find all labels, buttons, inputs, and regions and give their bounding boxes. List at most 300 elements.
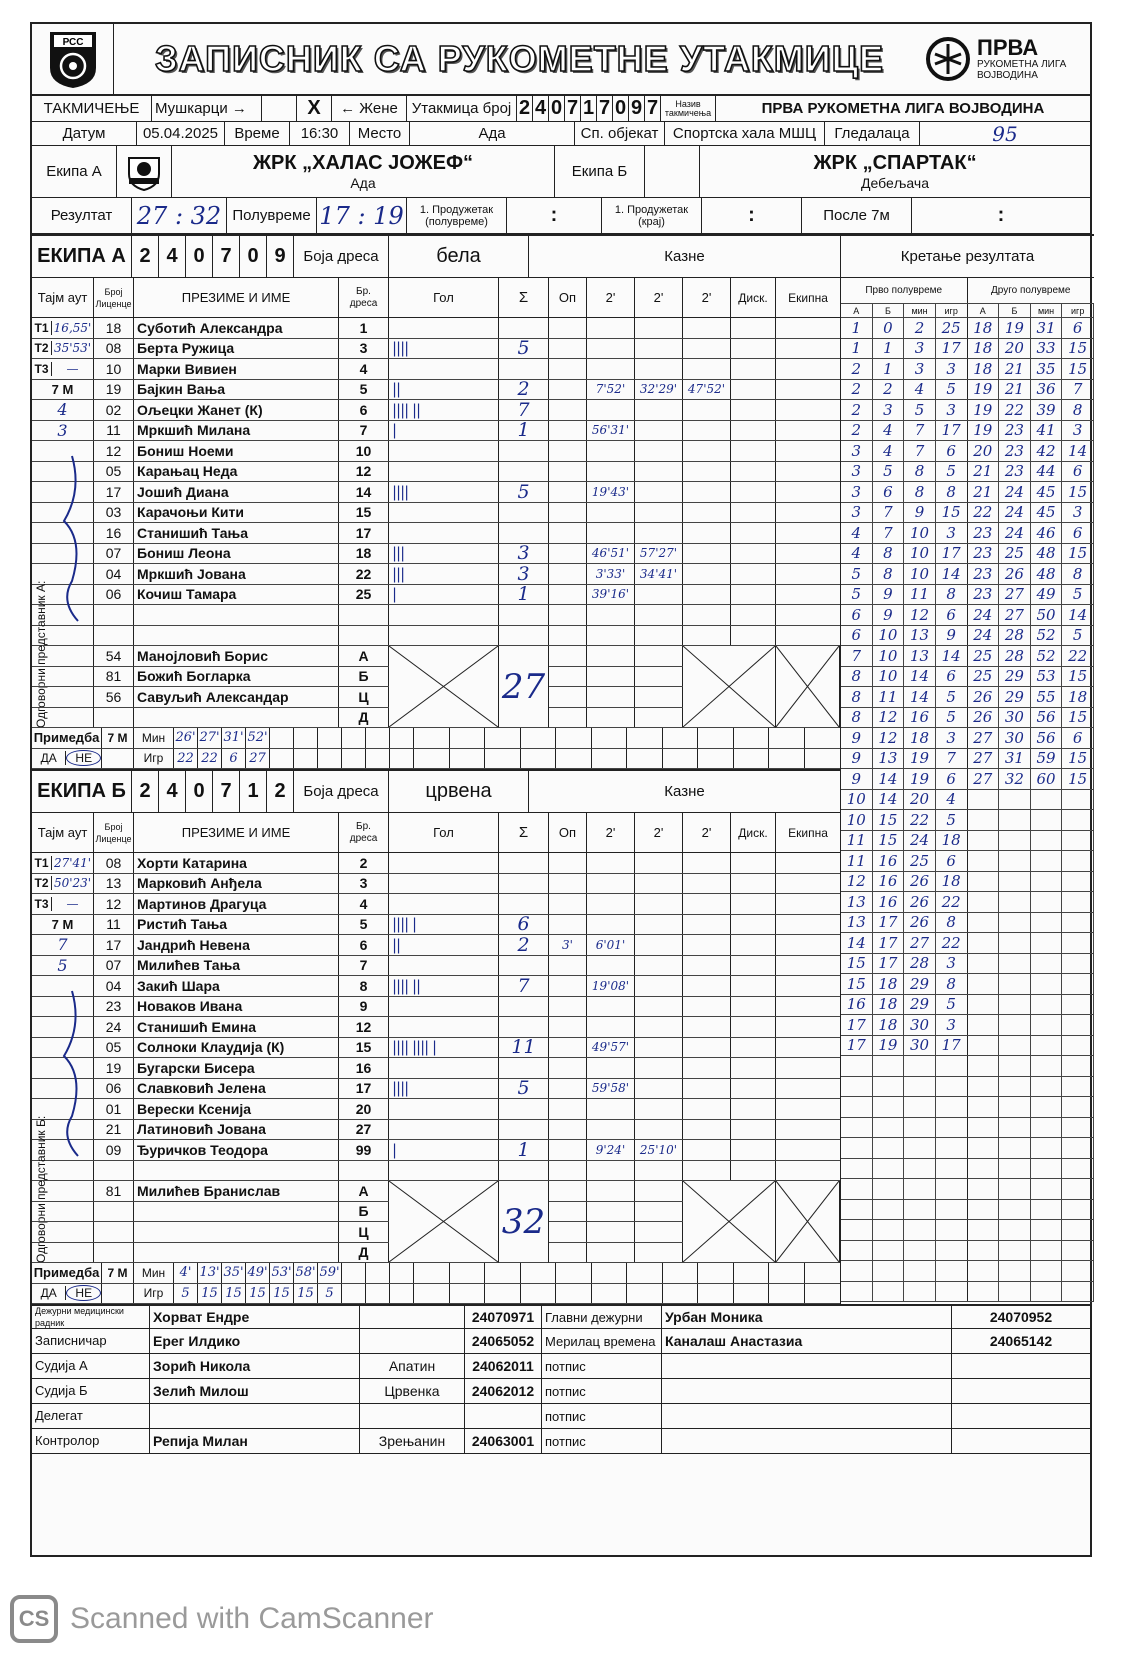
progress-cell [999,974,1031,994]
player-two-min [683,523,731,543]
player-warning [549,380,587,400]
progress-col-a: А [841,304,873,317]
official-empty [32,646,94,666]
player-license: 11 [94,915,134,935]
progress-cell: 10 [873,646,905,666]
player-warning [549,894,587,914]
official-pen-cell [549,1222,587,1242]
progress-cell: 59 [1031,749,1063,769]
progress-row [841,1036,1094,1057]
progress-cell: 5 [936,995,968,1015]
scanner-badge: CS [10,1595,58,1643]
official-pen-cell [587,687,635,707]
seven-m-row-label-empty [102,749,134,769]
progress-cell: 52 [1031,626,1063,646]
official-pen-cell [587,708,635,728]
progress-cell: 24 [968,605,1000,625]
first-half-label: Прво полувреме [841,278,968,303]
progress-cell: 10 [841,810,873,830]
player-two-min [635,997,683,1017]
official-license: 56 [94,687,134,707]
progress-cell: 1 [873,359,905,379]
player-row [32,564,840,585]
seven-m-value-cell [390,1263,414,1283]
player-goals [389,462,499,482]
progress-cell: 13 [904,626,936,646]
progress-cell: 11 [841,851,873,871]
teams-row [32,146,1090,198]
progress-cell [968,810,1000,830]
player-goal-sum: 5 [499,1079,549,1099]
progress-row [841,708,1094,729]
player-team-pen [776,544,840,564]
remark-label: Примедба [32,728,102,748]
progress-cell: 29 [999,667,1031,687]
player-goal-sum [499,853,549,873]
progress-cell: 6 [1062,728,1094,748]
player-two-min [683,605,731,625]
player-row [32,421,840,442]
progress-cell [968,790,1000,810]
result-label: Резултат [32,198,132,233]
player-two-min: 6'01' [587,935,635,955]
progress-cell: 26 [999,564,1031,584]
player-shirt: 1 [339,318,389,338]
player-goal-sum [499,318,549,338]
timeout-cell [32,853,94,873]
player-two-min [635,935,683,955]
player-license: 03 [94,503,134,523]
progress-row [841,605,1094,626]
after7m-label: После 7м [802,198,912,233]
progress-cell: 15 [1062,482,1094,502]
player-license [94,605,134,625]
progress-cell: 16 [873,872,905,892]
progress-cell: 8 [904,482,936,502]
official-license [94,708,134,728]
progress-cell: 36 [1031,380,1063,400]
half-label: Полувреме [227,198,317,233]
progress-cell: 6 [936,441,968,461]
progress-cell: 48 [1031,564,1063,584]
player-two-min [683,997,731,1017]
progress-cell [999,892,1031,912]
player-two-min [683,585,731,605]
progress-cell: 17 [936,1036,968,1056]
seven-m-row-label-empty [102,1284,134,1304]
player-two-min [683,1079,731,1099]
player-disq [731,359,776,379]
player-shirt: 16 [339,1058,389,1078]
progress-cell: 20 [999,339,1031,359]
player-warning [549,1099,587,1119]
player-two-min [635,1120,683,1140]
progress-cell: 7 [904,421,936,441]
player-goal-sum [499,523,549,543]
footer-row [32,1404,1090,1429]
team-b-name: ЖРК „СПАРТАК“ [813,152,977,174]
scanner-watermark [10,1595,434,1643]
timeout-cell [32,339,94,359]
progress-cell [1031,1036,1063,1056]
player-shirt: 15 [339,503,389,523]
seven-m-value-cell: 52' [246,728,270,748]
after7m-value: : [997,204,1005,226]
match-no-label: Утакмица број [407,96,517,121]
player-warning [549,853,587,873]
team-b-seven-m-row [32,1263,840,1284]
player-row [32,626,840,647]
footer-name: Репија Милан [150,1429,360,1453]
player-two-min [635,1058,683,1078]
progress-cell: 22 [904,810,936,830]
progress-row [841,339,1094,360]
timeout-label: Т3 [32,362,52,376]
player-license: 13 [94,874,134,894]
player-warning [549,318,587,338]
progress-row [841,318,1094,339]
player-goals: | [389,1140,499,1160]
progress-cell: 25 [999,544,1031,564]
col-timeout: Тајм аут [32,813,94,852]
progress-cell [1062,974,1094,994]
seven-m-value-cell: 58' [294,1263,318,1283]
seven-m-empty [769,1284,805,1304]
progress-cell [1062,913,1094,933]
team-a-seven-m-row [32,749,840,770]
progress-cell: 18 [1062,687,1094,707]
timeout-label: Т3 [32,897,52,911]
progress-cell: 14 [904,667,936,687]
footer-name: Зелић Милош [150,1379,360,1403]
footer-id2: 24070952 [989,1309,1053,1325]
progress-cell: 21 [968,482,1000,502]
progress-cell: 17 [873,913,905,933]
seven-m-value-cell: 15 [294,1284,318,1304]
player-team-pen [776,585,840,605]
league-logo-main: ПРВА [977,35,1039,60]
main-grid [32,234,1090,1304]
team-b-code-digit: 1 [240,771,267,812]
progress-row [841,769,1094,790]
player-name: Суботић Александра [134,318,339,338]
progress-cell: 15 [936,503,968,523]
seven-m-label: 7 М [32,915,94,935]
footer-id2 [952,1404,1090,1428]
player-goal-sum [499,1017,549,1037]
player-team-pen [776,1099,840,1119]
player-goals: |||| |||| | [389,1038,499,1058]
progress-cell: 5 [841,564,873,584]
progress-cell: 28 [999,626,1031,646]
player-license: 18 [94,318,134,338]
timeout-value: 16,55' [53,320,92,335]
progress-cell: 26 [968,708,1000,728]
seven-m-empty [521,728,557,748]
col-two-min: 2' [635,813,683,852]
team-b-header [32,769,840,813]
progress-cell: 56 [1031,728,1063,748]
progress-cell: 10 [873,626,905,646]
player-shirt: 3 [339,874,389,894]
match-digit: 7 [565,96,581,121]
footer-row [32,1379,1090,1404]
player-two-min [587,462,635,482]
player-goals [389,874,499,894]
progress-row [841,380,1094,401]
progress-cell: 50 [1031,605,1063,625]
progress-cell: 5 [936,380,968,400]
progress-cell: 15 [873,810,905,830]
team-a-code-digit: 2 [132,236,159,277]
seven-m-value-cell [390,728,414,748]
player-name: Станишић Тања [134,523,339,543]
seven-m-empty [414,1263,450,1283]
date-row [32,122,1090,146]
player-two-min [683,626,731,646]
progress-cell: 28 [999,646,1031,666]
player-disq [731,853,776,873]
player-warning [549,585,587,605]
player-goals [389,894,499,914]
player-goals [389,318,499,338]
progress-cell: 6 [936,769,968,789]
progress-cell [1062,995,1094,1015]
player-goals [389,997,499,1017]
seven-m-empty [521,1263,557,1283]
progress-row [841,728,1094,749]
progress-cell: 18 [873,995,905,1015]
player-two-min [635,441,683,461]
player-row [32,853,840,874]
progress-cell: 3 [1062,421,1094,441]
player-goals: ||| [389,564,499,584]
player-two-min: 32'29' [635,380,683,400]
player-shirt: 7 [339,421,389,441]
progress-cell: 26 [904,872,936,892]
player-team-pen [776,380,840,400]
player-license: 08 [94,853,134,873]
place-value: Ада [410,122,575,145]
player-shirt: 10 [339,441,389,461]
player-two-min [635,1038,683,1058]
player-two-min: 57'27' [635,544,683,564]
progress-col-b: Б [873,304,905,317]
player-warning [549,564,587,584]
player-two-min: 7'52' [587,380,635,400]
progress-row-empty [841,1220,1094,1241]
player-goals [389,1058,499,1078]
official-row [32,1243,389,1264]
seven-m-empty [521,749,557,769]
footer-role: Дежурни медицински радник [32,1306,150,1328]
seven-m-empty [485,1263,521,1283]
progress-cell: 17 [936,339,968,359]
match-digit: 7 [597,96,613,121]
seven-m-empty [485,749,521,769]
footer-role2: Мерилац времена [542,1329,662,1353]
player-two-min [635,585,683,605]
progress-cell: 30 [904,1036,936,1056]
player-row [32,1017,840,1038]
women-mark: X [297,96,332,121]
progress-cell: 6 [841,626,873,646]
player-warning [549,523,587,543]
timeout-value: 27'41' [53,855,92,870]
player-name: Хорти Катарина [134,853,339,873]
footer-id: 24062012 [465,1379,542,1403]
player-license: 12 [94,894,134,914]
progress-row [841,544,1094,565]
player-goals [389,1120,499,1140]
progress-cell: 27 [999,605,1031,625]
official-pen-cell [587,1222,635,1242]
men-label: Мушкарци → [152,96,262,121]
timeout-label: Т2 [32,876,52,890]
official-pen-cell [549,708,587,728]
seven-m-empty [592,1263,628,1283]
official-empty [32,708,94,728]
official-role: Ц [339,1222,389,1242]
team-a-code-digit: 0 [240,236,267,277]
seven-m-empty [556,1263,592,1283]
progress-cell: 7 [873,503,905,523]
player-two-min [635,853,683,873]
player-name: Новаков Ивана [134,997,339,1017]
player-team-pen [776,605,840,625]
player-two-min [635,626,683,646]
progress-cell [1031,851,1063,871]
seven-m-empty [627,728,663,748]
progress-cell: 15 [841,974,873,994]
remark-no: НЕ [66,1285,101,1301]
progress-cell: 3 [841,503,873,523]
seven-m-value-cell: 5 [174,1284,198,1304]
progress-cell: 53 [1031,667,1063,687]
player-disq [731,997,776,1017]
progress-cell [968,995,1000,1015]
footer-role2: потпис [542,1379,662,1403]
progress-cell: 3 [936,1015,968,1035]
player-two-min [587,1120,635,1140]
player-shirt: 4 [339,359,389,379]
progress-cell: 46 [1031,523,1063,543]
seven-m-label: 7 М [32,380,94,400]
player-warning [549,503,587,523]
progress-cell: 8 [1062,400,1094,420]
progress-cell [999,933,1031,953]
seven-m-value: 3 [32,421,94,441]
player-disq [731,1099,776,1119]
seven-m-empty [592,728,628,748]
player-name: Карачоњи Кити [134,503,339,523]
player-two-min: 49'57' [587,1038,635,1058]
progress-cell: 8 [904,462,936,482]
official-row [32,1202,389,1223]
progress-cell: 24 [904,831,936,851]
progress-cell: 25 [968,667,1000,687]
progress-cell: 4 [841,523,873,543]
seven-m-empty [734,728,770,748]
player-two-min [683,318,731,338]
player-two-min [587,318,635,338]
seven-m-kind: Мин [134,1263,174,1283]
progress-cell [968,872,1000,892]
official-role: Д [339,708,389,728]
seven-m-empty [805,1284,841,1304]
progress-row [841,523,1094,544]
seven-m-empty [592,749,628,769]
player-shirt: 7 [339,956,389,976]
col-warning: Оп [549,278,587,317]
footer-id2: 24065142 [989,1333,1053,1349]
official-empty [32,667,94,687]
progress-row [841,831,1094,852]
footer-name: Хорват Ендре [150,1306,360,1328]
timeout-cell [32,894,94,914]
progress-cell: 5 [873,462,905,482]
team-a-crest-icon [117,146,172,197]
remark-yes: ДА [32,751,66,765]
player-two-min [683,462,731,482]
seven-m-value-cell [390,749,414,769]
progress-cell [1062,1015,1094,1035]
player-row [32,585,840,606]
progress-cell: 7 [1062,380,1094,400]
seven-m-value-cell: 22 [174,749,198,769]
women-label: ← Жене [332,96,407,121]
player-disq [731,626,776,646]
player-license: 06 [94,585,134,605]
timeout-value: — [66,896,79,911]
progress-cell: 12 [904,605,936,625]
official-pen-cell [549,1243,587,1263]
player-goal-sum [499,874,549,894]
player-goals: |||| [389,339,499,359]
player-two-min [683,894,731,914]
player-shirt: 22 [339,564,389,584]
player-goals: |||| | [389,915,499,935]
player-goal-sum [499,441,549,461]
player-disq [731,318,776,338]
player-name: Кочиш Тамара [134,585,339,605]
team-a-city: Ада [350,175,376,191]
footer-name2 [662,1429,952,1453]
progress-cell: 2 [841,359,873,379]
col-goal: Гол [389,813,499,852]
player-goals: | [389,421,499,441]
player-team-pen [776,1017,840,1037]
progress-cell: 56 [1031,708,1063,728]
player-name: Бајкин Вања [134,380,339,400]
footer-role: Судија Б [32,1379,150,1403]
progress-cell [999,851,1031,871]
progress-cell: 45 [1031,482,1063,502]
player-goal-sum: 2 [499,935,549,955]
progress-cell: 23 [968,544,1000,564]
footer-role2: потпис [542,1354,662,1378]
match-digit: 7 [645,96,661,121]
official-name [134,1243,339,1263]
progress-cell: 55 [1031,687,1063,707]
col-timeout: Тајм аут [32,278,94,317]
team-b-code-digit: 2 [267,771,294,812]
venue-label: Сп. објекат [575,122,665,145]
progress-cell: 4 [873,421,905,441]
progress-cell [1062,810,1094,830]
player-goal-sum [499,1120,549,1140]
player-row [32,1140,840,1161]
